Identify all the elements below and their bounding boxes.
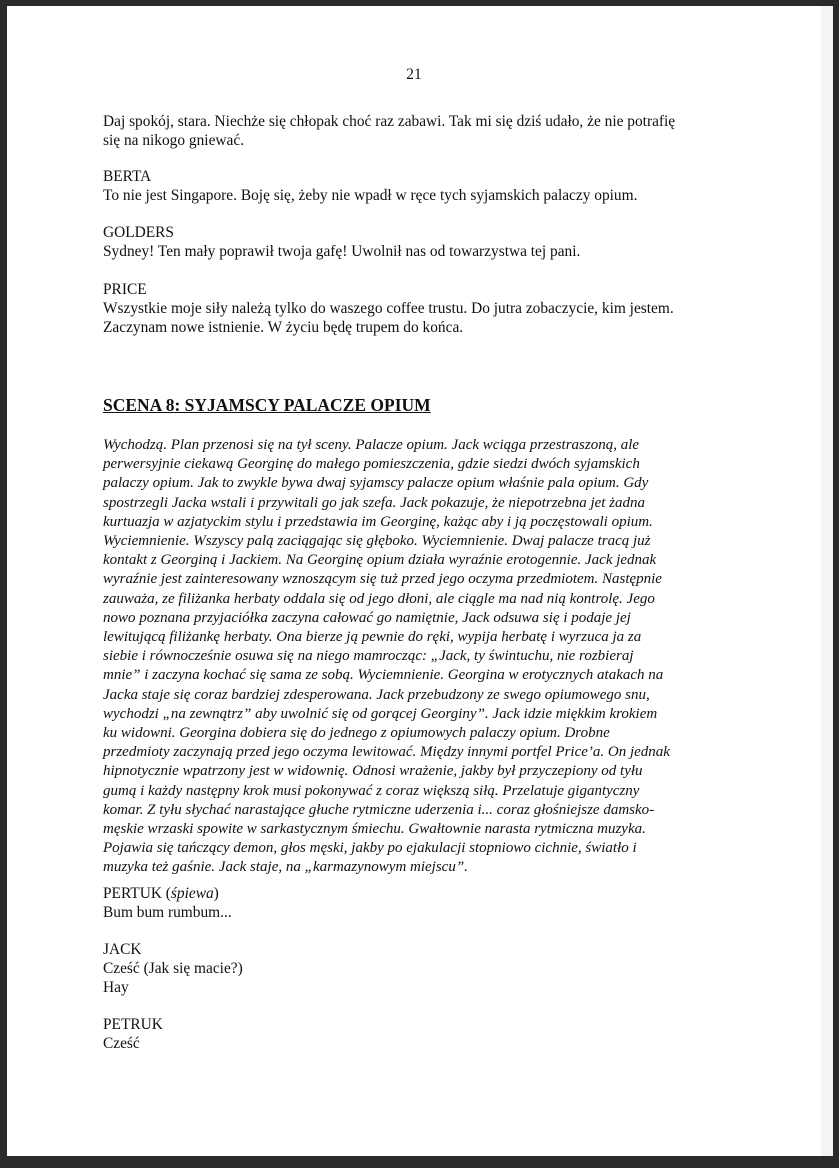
stage-line: palaczy opium. Jak to zwykle bywa dwaj syjamscy palacze opium właśnie pala opium. Gdy — [103, 475, 649, 492]
dialogue-line: Cześć (Jak się macie?) — [103, 960, 243, 977]
stage-line: kontakt z Georginą i Jackiem. Na Georginę opium działa wyraźnie erotogennie. Jack jednak — [103, 552, 657, 569]
stage-line: nowo poznana przyjaciółka zaczyna całować go namiętnie, Jack odsuwa się i podaje jej — [103, 609, 631, 626]
dialogue-line: Cześć — [103, 1035, 140, 1052]
stage-line: lewitującą filiżankę herbaty. Ona bierze ją pewnie do ręki, wypija herbatę i wyrzuca ja za — [103, 629, 642, 646]
dialogue-line: Zaczynam nowe istnienie. W życiu będę trupem do końca. — [103, 319, 464, 336]
stage-line: męskie wrzaski spowite w sarkastycznym śmiechu. Gwałtownie narasta rytmiczna muzyka. — [103, 821, 646, 838]
document-page — [7, 6, 821, 1156]
stage-line: hipnotycznie wpatrzony jest w widownię. Odnosi wrażenie, jakby był przyczepiony od tyłu — [103, 763, 643, 780]
speaker-name: JACK — [103, 941, 142, 958]
stage-line: siebie i równocześnie osuwa się na niego mamrocząc: „Jack, ty świntuchu, nie rozbieraj — [103, 648, 634, 665]
speaker-name-close: ) — [213, 885, 219, 902]
speaker-name: PRICE — [103, 281, 147, 298]
speaker-name: BERTA — [103, 168, 152, 185]
page-edge — [821, 6, 833, 1156]
stage-line: wyraźnie jest zainteresowany wznoszącym się tuż przed jego oczyma przedmiotem. Następnie — [103, 571, 662, 588]
stage-line: spostrzegli Jacka wstali i przywitali go jak szefa. Jack pokazuje, że niepotrzebna jet żadna — [103, 494, 646, 511]
stage-line: przedmioty zaczynają przed jego oczyma lewitować. Między innymi portfel Price’a. On jednak — [103, 744, 670, 761]
stage-line: zauważa, ze filiżanka herbaty oddala się od jego dłoni, ale ciągle ma nad nią kontrolę. Jego — [103, 590, 655, 607]
stage-line: mnie” i zaczyna kochać się sama ze sobą. Wyciemnienie. Georgina w erotycznych atakach na — [103, 667, 664, 684]
dialogue-line: To nie jest Singapore. Boję się, żeby nie wpadł w ręce tych syjamskich palaczy opium. — [103, 187, 638, 204]
stage-line: wychodzi „na zewnątrz” aby uwolnić się od gorącej Georginy”. Jack idzie miękkim krokiem — [103, 705, 658, 722]
stage-line: Wyciemnienie. Wszyscy palą zaciągając się głęboko. Wyciemnienie. Dwaj palacze tracą już — [103, 533, 651, 550]
speaker-name — [103, 884, 219, 903]
scene-heading: SCENA 8: SYJAMSCY PALACZE OPIUM — [103, 395, 431, 415]
page-number: 21 — [406, 66, 422, 83]
stage-line: muzyka też gaśnie. Jack staje, na „karmazynowym miejscu”. — [103, 859, 468, 876]
dialogue-line: Bum bum rumbum... — [103, 904, 232, 921]
stage-line: Wychodzą. Plan przenosi się na tył sceny. Palacze opium. Jack wciąga przestraszoną, ale — [103, 437, 640, 453]
stage-line: komar. Z tyłu słychać narastające głuche rytmiczne uderzenia i... coraz głośniejsze damsko- — [103, 801, 655, 818]
dialogue-line: się na nikogo gniewać. — [103, 132, 245, 149]
stage-line: ku widowni. Georgina dobiera się do jednego z opiumowych palaczy opium. Drobne — [103, 725, 610, 742]
dialogue-line: Hay — [103, 979, 129, 996]
sung-direction: śpiewa — [170, 885, 214, 902]
dialogue-line: Wszystkie moje siły należą tylko do waszego coffee trustu. Do jutra zobaczycie, kim jestem. — [103, 300, 674, 317]
speaker-name: PETRUK — [103, 1016, 163, 1033]
stage-line: perwersyjnie ciekawą Georginę do małego pomieszczenia, gdzie siedzi dwóch syjamskich — [103, 456, 640, 473]
dialogue-line: Sydney! Ten mały poprawił twoja gafę! Uwolnił nas od towarzystwa tej pani. — [103, 243, 581, 260]
speaker-name-text: PERTUK ( — [103, 885, 171, 902]
speaker-name: GOLDERS — [103, 224, 174, 241]
stage-line: Jacka staje się coraz bardziej zdesperowana. Jack przebudzony ze swego opiumowego snu, — [103, 686, 650, 703]
stage-directions — [103, 436, 743, 878]
stage-line: kurtuazja w azjatyckim stylu i przedstawia im Georginę, każąc aby i ją poczęstowali opium. — [103, 513, 653, 530]
stage-line: gumą i każdy następny krok musi pokonywać z coraz większą siłą. Przelatuje gigantyczny — [103, 782, 640, 799]
stage-line: Pojawia się tańczący demon, głos męski, jakby po ejakulacji stopniowo cichnie, światło i — [103, 840, 637, 857]
dialogue-line: Daj spokój, stara. Niechże się chłopak choć raz zabawi. Tak mi się dziś udało, że nie potrafię — [103, 113, 676, 130]
